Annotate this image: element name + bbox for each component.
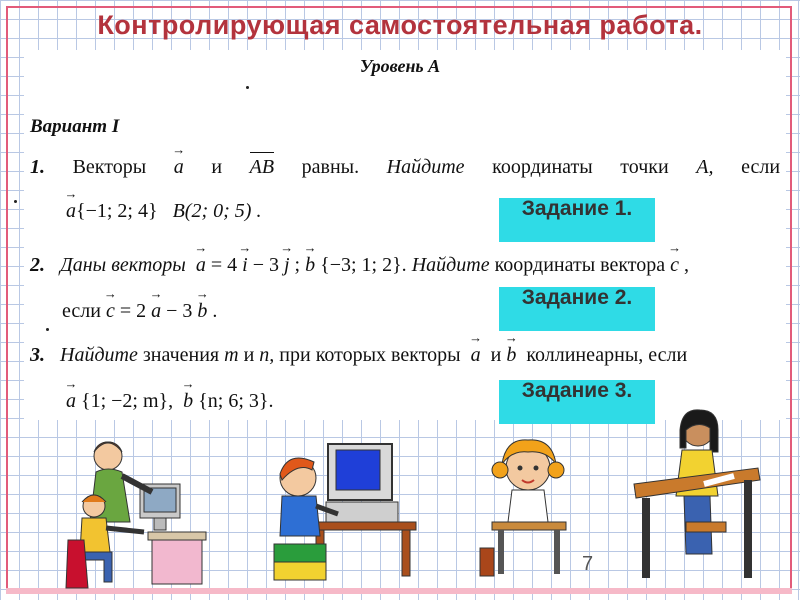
text: при которых векторы [279,344,461,366]
problem-1-line-2 [66,200,261,223]
vector-a: → a [174,156,184,179]
problem-1-number: 1. [30,156,45,178]
text: Векторы [72,156,147,178]
text: и [490,344,502,366]
variable-m: m [224,344,239,366]
task-1-button[interactable]: Задание 1. [499,198,655,242]
stray-dot [246,86,249,89]
vector-b: → b [506,344,516,367]
stray-dot [46,328,49,331]
problem-2-line-2 [62,300,217,323]
text: Найдите [386,156,465,178]
vector-c: → c [106,300,115,323]
vector-a: → a [471,344,481,367]
problem-2-number: 2. [30,254,45,276]
problem-3-number: 3. [30,344,45,366]
task-3-button[interactable]: Задание 3. [499,380,655,424]
vector-c: → c [670,254,679,277]
variable-n: n, [259,344,275,366]
vector-b: → b [183,390,193,413]
problem-1-line-1 [30,156,780,179]
point-label: A, [696,156,714,178]
coordinates-a: {−1; 2; 4} [76,200,158,222]
text: Найдите [411,254,490,276]
text: координаты [492,156,593,178]
problem-3-line-1 [30,344,780,367]
text: и [243,344,255,366]
girl-writing-illustration [626,404,766,584]
vector-a: → a [66,390,76,413]
text: точки [620,156,669,178]
text: − 3 [166,300,193,322]
point-b: B(2; 0; 5) . [172,200,262,222]
teacher-and-student-illustration [60,432,210,592]
vector-a: → a [66,200,76,223]
text: и [211,156,223,178]
text: если [62,300,101,322]
coordinates-b: {−3; 1; 2}. [320,254,407,276]
vector-a: → a [196,254,206,277]
page-number: 7 [582,553,594,575]
vector-i: → i [242,254,248,277]
variant-heading: Вариант I [30,116,120,137]
text: Найдите [60,344,138,366]
text: . [212,300,218,322]
coordinates-b: {n; 6; 3}. [198,390,274,412]
stray-dot [14,200,17,203]
text: , [684,254,690,276]
vector-ab: AB [249,156,275,178]
text: = 4 [210,254,238,276]
text: равны. [301,156,360,178]
text: если [741,156,781,178]
text: координаты вектора [494,254,666,276]
vector-b: → b [197,300,207,323]
text: − 3 [252,254,279,276]
slide-title: Контролирующая самостоятельная работа. [97,10,703,40]
girl-at-desk-illustration [472,430,582,582]
vector-a: → a [151,300,161,323]
text: коллинеарны, если [526,344,688,366]
coordinates-a: {1; −2; m}, [81,390,174,412]
text: Даны векторы [60,254,186,276]
problem-2-line-1 [30,254,780,277]
text: = 2 [119,300,147,322]
level-heading: Уровень А [359,56,441,76]
problem-3-line-2 [66,390,273,413]
vector-j: → j [284,254,290,277]
text: ; [294,254,301,276]
vector-b: → b [305,254,315,277]
task-2-button[interactable]: Задание 2. [499,287,655,331]
boy-at-computer-illustration [268,436,418,586]
text: значения [142,344,220,366]
